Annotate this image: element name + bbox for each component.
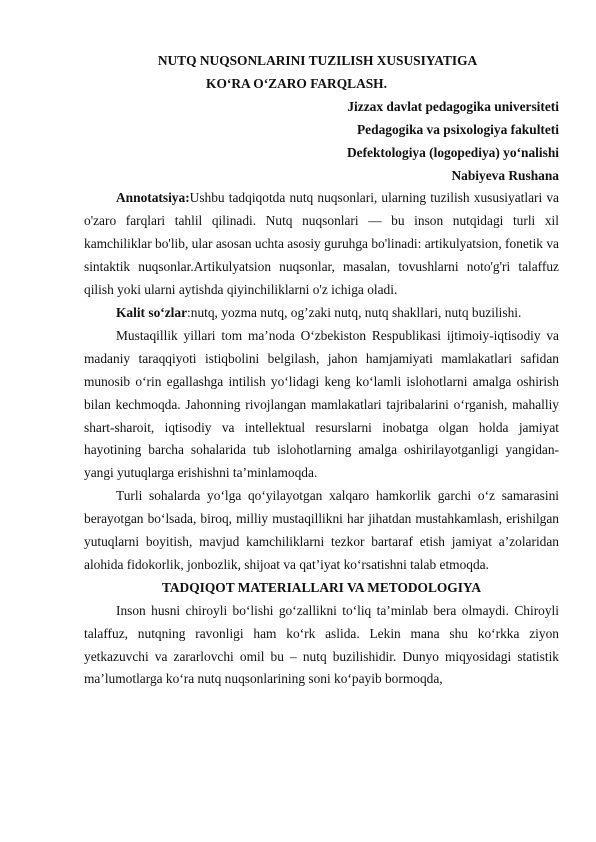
- section-heading: TADQIQOT MATERIALLARI VA METODOLOGIYA: [161, 579, 482, 595]
- keywords-text: :nutq, yozma nutq, og’zaki nutq, nutq shakllari, nutq buzilishi.: [187, 304, 522, 320]
- affiliation-faculty: Pedagogika va psixologiya fakulteti: [357, 121, 559, 137]
- title-line-1: NUTQ NUQSONLARINI TUZILISH XUSUSIYATIGA: [157, 53, 478, 68]
- abstract-label: Annotatsiya:: [116, 190, 190, 206]
- keywords-label: Kalit so‘zlar: [116, 304, 188, 320]
- body-paragraph-1: Mustaqillik yillari tom ma’noda O‘zbekiston Respublikasi ijtimoiy-iqtisodiy va madaniy taraqqiyoti istiqbolini belgilash, jahon hamjamiyati mamlakatlari safidan munosib o‘rin egallashga intilish yo‘lidagi keng ko‘lamli islohotlarni amalga oshirish bilan kechmoqda. Jahonning rivojlangan mamlakatlari tajribalarini o‘rganish, mahalliy shart-sharoit, iqtisodiy va intellektual resurslarni inobatga olgan holda jamiyat hayotining barcha sohalarida tub islohotlarning amalga oshirilayotganligi yangidan-yangi yutuqlarga erishishni ta’minlamoqda.: [84, 327, 559, 481]
- keywords-paragraph: [84, 302, 559, 325]
- affiliation-department: Defektologiya (logopediya) yo‘nalishi: [346, 144, 559, 160]
- body-paragraph-2: Turli sohalarda yo‘lga qo‘yilayotgan xalqaro hamkorlik garchi o‘z samarasini berayotgan bo‘lsada, biroq, milliy mustaqillikni har jihatdan mustahkamlash, erishilgan yutuqlarni boyitish, mavjud kamchiliklarni tezkor bartaraf etish jamiyat a’zolaridan alohida fidokorlik, jonbozlik, shijoat va qat’iyat ko‘rsatishni talab etmoqda.: [84, 488, 559, 572]
- abstract-text: Ushbu tadqiqotda nutq nuqsonlari, ularning tuzilish xususiyatlari va o'zaro farqlari tahlil qilinadi. Nutq nuqsonlari — bu inson nutqidagi turli xil kamchiliklar bo'lib, ular asosan uchta asosiy guruhga bo'linadi: artikulyatsion, fonetik va sintaktik nuqsonlar.Artikulyatsion nuqsonlar, masalan, tovushlarni noto'g'ri talaffuz qilish yoki ularni aytishda qiyinchiliklarni o'z ichiga oladi.: [84, 190, 559, 298]
- section-paragraph: Inson husni chiroyli bo‘lishi go‘zallikni to‘liq ta’minlab bera olmaydi. Chiroyli talaffuz, nutqning ravonligi ham ko‘rk aslida. Lekin mana shu ko‘rkka ziyon yetkazuvchi va zararlovchi omil bu – nutq buzilishidir. Dunyo miqyosidagi statistik ma’lumotlarga ko‘ra nutq nuqsonlarining soni ko‘payib bormoqda,: [84, 602, 559, 687]
- author-name: Nabiyeva Rushana: [451, 167, 559, 183]
- abstract-paragraph: [84, 187, 559, 302]
- paper-page: [84, 50, 559, 691]
- affiliation-university: Jizzax davlat pedagogika universiteti: [347, 98, 559, 114]
- title-line-2: KO‘RA O‘ZARO FARQLASH.: [206, 75, 387, 91]
